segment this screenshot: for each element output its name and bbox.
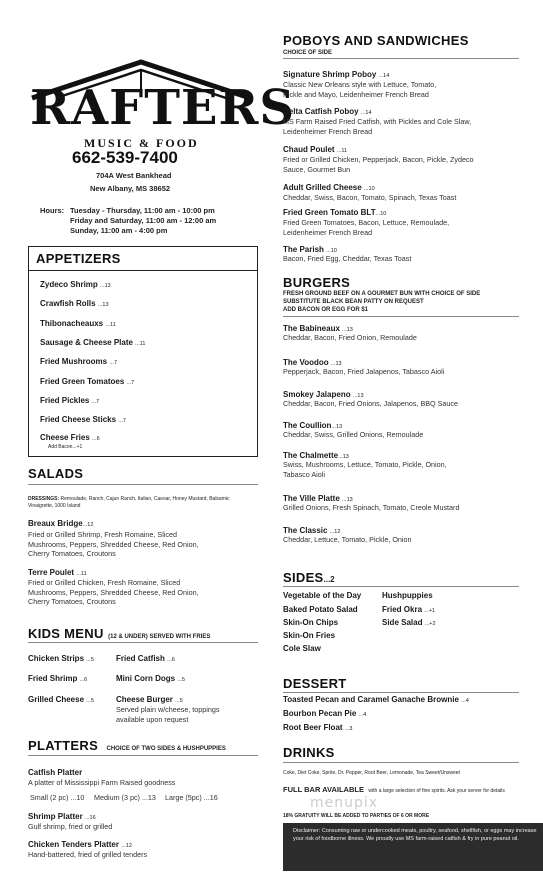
side-item: Baked Potato Salad — [283, 605, 358, 614]
burger-desc: Cheddar, Swiss, Grilled Onions, Remoulade — [283, 430, 424, 439]
burgers-title: BURGERS — [283, 275, 351, 290]
burger-desc: Grilled Onions, Fresh Spinach, Tomato, Creole Mustard — [283, 503, 460, 512]
burger-item: The Coullion...13 — [283, 421, 343, 430]
appetizer-addon: Add Bacon...+1 — [48, 444, 83, 450]
platter-desc: Gulf shrimp, fried or grilled — [28, 822, 113, 831]
poboy-item: Delta Catfish Poboy ...14 — [283, 107, 372, 116]
platter-size: Medium (3 pc) ...13 — [94, 793, 156, 802]
kids-item: Fried Catfish ...6 — [116, 654, 175, 663]
burger-item: Smokey Jalapeno ...13 — [283, 390, 364, 399]
dressings-text: DRESSINGS: Remoulade, Ranch, Cajun Ranch, Italian, Caesar, Honey Mustard, Balsamic Vinaigrette, 1000 Island — [28, 496, 230, 509]
disclaimer-text: Disclaimer: Consuming raw or undercooked meats, poultry, seafood, shellfish, or eggs may increase your risk of foodborne illness. We proudly use MS farm-raised catfish & fry in pure peanut oil. — [293, 828, 537, 842]
side-item: Skin-On Fries — [283, 631, 336, 640]
hours-line-2: Friday and Saturday, 11:00 am - 12:00 am — [70, 216, 217, 225]
appetizer-item: Fried Green Tomatoes ...7 — [40, 377, 135, 386]
gratuity-note: 18% GRATUITY WILL BE ADDED TO PARTIES OF 6 OR MORE — [283, 813, 430, 819]
salad-desc: Fried or Grilled Chicken, Fresh Romaine, Sliced Mushrooms, Peppers, Shredded Cheese, Red Onion, Cherry Tomatoes, Croutons — [28, 578, 199, 606]
kids-item: Fried Shrimp ...6 — [28, 674, 88, 683]
phone-number[interactable]: 662-539-7400 — [72, 148, 178, 167]
platter-size: Large (5pc) ...16 — [165, 793, 218, 802]
burger-item: The Babineaux ...13 — [283, 324, 353, 333]
divider — [283, 762, 519, 763]
hours-line-3: Sunday, 11:00 am - 4:00 pm — [70, 226, 168, 235]
divider — [283, 586, 519, 587]
poboy-desc: MS Farm Raised Fried Catfish, with Pickles and Cole Slaw, Leidenheimer French Bread — [283, 117, 472, 136]
appetizer-item: Sausage & Cheese Plate ...11 — [40, 338, 146, 347]
platter-item: Chicken Tenders Platter ...12 — [28, 840, 132, 849]
appetizer-item: Crawfish Rolls ...13 — [40, 299, 109, 308]
burger-item: The Classic ...12 — [283, 526, 341, 535]
appetizer-item: Fried Pickles ...7 — [40, 396, 100, 405]
divider — [28, 642, 258, 643]
burger-item: The Ville Platte ...13 — [283, 494, 353, 503]
appetizers-header — [28, 246, 258, 271]
appetizer-item: Fried Cheese Sticks ...7 — [40, 415, 126, 424]
side-item: Hushpuppies — [382, 591, 433, 600]
disclaimer-box — [283, 823, 543, 871]
dessert-item: Bourbon Pecan Pie ...4 — [283, 709, 367, 718]
drinks-title: DRINKS — [283, 745, 335, 760]
poboy-desc: Fried or Grilled Chicken, Pepperjack, Bacon, Pickle, Zydeco Sauce, Gourmet Bun — [283, 155, 474, 174]
poboys-subtitle: CHOICE OF SIDE — [283, 50, 333, 56]
burgers-notes: FRESH GROUND BEEF ON A GOURMET BUN WITH CHOICE OF SIDE SUBSTITUTE BLACK BEAN PATTY ON REQUEST ADD BACON OR EGG FOR $1 — [283, 291, 481, 313]
salad-item: Breaux Bridge...12 — [28, 519, 94, 528]
poboy-item: Signature Shrimp Poboy ...14 — [283, 70, 390, 79]
poboy-desc: Cheddar, Swiss, Bacon, Tomato, Spinach, Texas Toast — [283, 193, 457, 202]
platters-header: PLATTERS CHOICE OF TWO SIDES & HUSHPUPPIES — [28, 738, 226, 753]
burger-desc: Swiss, Mushrooms, Lettuce, Tomato, Pickle, Onion, Tabasco Aioli — [283, 460, 447, 479]
side-item: Vegetable of the Day — [283, 591, 362, 600]
kids-item: Grilled Cheese ...5 — [28, 695, 94, 704]
appetizer-item: Fried Mushrooms ...7 — [40, 357, 118, 366]
sides-header: SIDES...2 — [283, 570, 335, 585]
platter-desc: Hand-battered, fried of grilled tenders — [28, 850, 148, 859]
divider — [283, 692, 519, 693]
dessert-item: Toasted Pecan and Caramel Ganache Brownie ...4 — [283, 695, 469, 704]
divider — [283, 58, 519, 59]
burger-desc: Cheddar, Bacon, Fried Onions, Jalapenos, BBQ Sauce — [283, 399, 458, 408]
side-item: Side Salad ...+2 — [382, 618, 436, 627]
burger-desc: Cheddar, Bacon, Fried Onion, Remoulade — [283, 333, 417, 342]
dessert-title: DESSERT — [283, 676, 347, 691]
poboy-item: Chaud Poulet ...11 — [283, 145, 348, 154]
full-bar-line: FULL BAR AVAILABLE with a large selection of fine spirits. Ask your server for details — [283, 785, 505, 794]
divider — [28, 484, 258, 485]
kids-item: Mini Corn Dogs ...5 — [116, 674, 185, 683]
burger-item: The Voodoo ...13 — [283, 358, 342, 367]
poboy-desc: Classic New Orleans style with Lettuce, Tomato, Pickle and Mayo, Leidenheimer French Bread — [283, 80, 437, 99]
address-line-2: New Albany, MS 38652 — [90, 184, 171, 193]
platter-item: Shrimp Platter ...16 — [28, 812, 96, 821]
drinks-list: Coke, Diet Coke, Sprite, Dr. Pepper, Root Beer, Lemonade, Tea Sweet/Unsweet — [283, 770, 460, 776]
divider — [28, 755, 258, 756]
address-line-1: 704A West Bankhead — [96, 171, 172, 180]
side-item: Cole Slaw — [283, 644, 321, 653]
platter-size: Small (2 pc) ...10 — [30, 793, 85, 802]
poboy-desc: Fried Green Tomatoes, Bacon, Lettuce, Remoulade, Leidenheimer French Bread — [283, 218, 450, 237]
poboy-item: Fried Green Tomato BLT...10 — [283, 208, 387, 217]
hours-label: Hours: — [40, 206, 65, 215]
appetizers-title: APPETIZERS — [36, 251, 121, 266]
logo-wordmark: RAFTERS — [30, 80, 296, 136]
kids-burger-note: Served plain w/cheese, toppings available upon request — [116, 705, 220, 724]
kids-menu-header: KIDS MENU (12 & UNDER) SERVED WITH FRIES — [28, 626, 211, 641]
appetizer-item: Zydeco Shrimp ...13 — [40, 280, 111, 289]
burger-desc: Cheddar, Lettuce, Tomato, Pickle, Onion — [283, 535, 412, 544]
dessert-item: Root Beer Float ...3 — [283, 723, 353, 732]
appetizer-item: Thibonacheauxs ...11 — [40, 319, 116, 328]
watermark-logo: menupix — [310, 795, 379, 811]
hours-line-1: Tuesday - Thursday, 11:00 am - 10:00 pm — [70, 206, 215, 215]
poboy-desc: Bacon, Fried Egg, Cheddar, Texas Toast — [283, 254, 412, 263]
burger-desc: Pepperjack, Bacon, Fried Jalapenos, Tabasco Aioli — [283, 367, 445, 376]
side-item: Fried Okra ...+1 — [382, 605, 436, 614]
salad-desc: Fried or Grilled Shrimp, Fresh Romaine, Sliced Mushrooms, Peppers, Shredded Cheese, Red Onion, Cherry Tomatoes, Croutons — [28, 530, 199, 558]
kids-item: Chicken Strips ...5 — [28, 654, 94, 663]
platter-item: Catfish Platter — [28, 768, 83, 777]
burger-item: The Chalmette...13 — [283, 451, 349, 460]
salads-title: SALADS — [28, 466, 84, 481]
salad-item: Terre Poulet ...11 — [28, 568, 87, 577]
poboys-title: POBOYS AND SANDWICHES — [283, 33, 469, 48]
kids-item: Cheese Burger ...5 — [116, 695, 183, 704]
platter-desc: A platter of Mississippi Farm Raised goodness — [28, 778, 176, 787]
appetizer-item: Cheese Fries ...6 — [40, 433, 100, 442]
poboy-item: The Parish ...10 — [283, 245, 337, 254]
poboy-item: Adult Grilled Cheese ...10 — [283, 183, 375, 192]
divider — [283, 316, 519, 317]
side-item: Skin-On Chips — [283, 618, 339, 627]
logo-subtitle: MUSIC & FOOD — [84, 136, 199, 150]
